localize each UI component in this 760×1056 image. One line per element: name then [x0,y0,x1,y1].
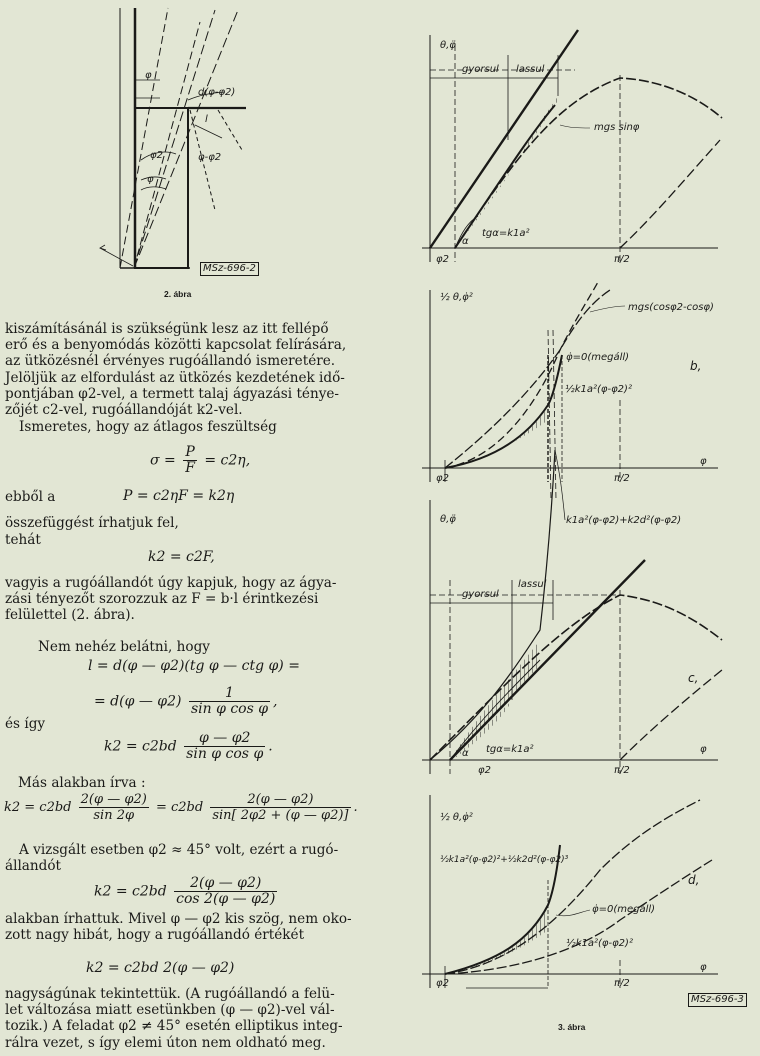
paragraph-8: Más alakban írva : [18,775,146,791]
panel-c-slope-label: tgα=k1a² [486,744,534,755]
fraction: $\frac{\varphi — \varphi 2}{\text{sin φ cos φ}}$ [186,730,264,762]
fig2-label-phi-2: φ [147,174,154,185]
equation-k2-6: k2 = c2bd 2(φ — φ2) [86,960,235,976]
paragraph-9 [5,842,338,874]
text-line: az ütközésnél érvényes rugóállandó ismeretére. [5,353,336,370]
paragraph-6: Nem nehéz belátni, hogy [38,639,210,655]
fraction: $\frac{P}{F}$ [185,444,195,476]
text-ebbol: ebből a [5,489,56,505]
panel-a-pi-half: π/2 [614,254,630,265]
panel-d-phi2: φ2 [436,978,449,989]
panel-a-y-axis: θ,φ̈ [440,40,456,51]
paragraph-2: Ismeretes, hogy az átlagos feszültség [19,419,277,435]
fig2-caption: 2. ábra [164,289,192,299]
text-line: let változása miatt esetünkben (φ — φ2)-vel vál- [5,1002,335,1019]
fraction: $\frac{2(\varphi — \varphi 2)}{\cos 2(\varphi — \varphi 2)}$ [176,875,276,907]
text-line: Jelöljük az elfordulást az ütközés kezdetének idő- [5,369,345,386]
text-line: állandót [5,858,62,875]
panel-b-curve2-label: ½k1a²(φ-φ2)² [565,384,632,395]
panel-b-phi2: φ2 [436,473,449,484]
fraction: $\frac{2(\varphi — \varphi 2)}{\sin 2\varphi}$ [80,792,147,823]
panel-d-curve-label: ½k1a²(φ-φ2)²+½k2d²(φ-φ2)³ [440,855,569,865]
equation-l2: = d(φ — φ2) $\frac{1}{\text{sin φ cos φ}}$ , [94,685,278,717]
fig2-label-phi2: φ2 [150,150,163,161]
panel-b-pi-half: π/2 [614,473,630,484]
text-line: A vizsgált esetben φ2 ≈ 45° volt, ezért a rugó- [19,842,339,858]
text-line: kiszámításánál is szükségünk lesz az itt fellépő [5,321,329,337]
paragraph-4: tehát [5,532,41,548]
text-line: nagyságúnak tekintettük. (A rugóállandó a felü- [5,986,335,1002]
fig2-label-dphi: d(φ-φ2) [198,87,236,98]
panel-d-pi-half: π/2 [614,978,630,989]
panel-a-curve-label: mgs sinφ [594,122,640,133]
panel-b-point-label: φ̇=0(megáll) [566,352,630,363]
paragraph-10 [5,911,352,943]
equation-k2-3: k2 = c2bd $\frac{\varphi — \varphi 2}{\text{sin φ cos φ}}$ . [104,730,273,762]
panel-b-curve-label: mgs(cosφ2-cosφ) [628,302,714,313]
text-line: felülettel (2. ábra). [5,607,135,624]
text-line: zási tényezőt szorozzuk az F = b·l érintkezési [5,591,319,608]
equation-k2: k2 = c2F, [148,549,215,565]
text-line: zőjét c2-vel, rugóállandóját k2-vel. [5,402,243,419]
panel-c-curve-label: k1a²(φ-φ2)+k2d²(φ-φ2) [566,515,682,526]
panel-a-alpha: α [462,236,469,247]
paragraph-5 [5,575,336,624]
paragraph-1 [5,321,346,418]
figure-2-diagram [100,8,246,268]
panel-c-y-axis: θ,φ̈ [440,514,456,525]
equation-k2-5: k2 = c2bd $\frac{2(\varphi — \varphi 2)}{\cos 2(\varphi — \varphi 2)}$ [94,875,276,907]
text-line: pontjában φ2-vel, a termett talaj ágyazási ténye- [5,385,340,402]
panel-d-y-axis: ½ θ,φ̇² [440,812,473,823]
panel-a-accelerates: gyorsul [462,64,499,75]
text-line: zott nagy hibát, hogy a rugóállandó értékét [5,927,305,944]
fig2-label-l: l [205,114,208,125]
panel-a-phi2: φ2 [436,254,449,265]
fig3-stamp: MSz-696-3 [688,993,747,1007]
panel-c-accelerates: gyorsul [462,589,499,600]
panel-c-alpha: α [462,748,469,759]
text-line: alakban írhattuk. Mivel φ — φ2 kis szög, nem oko- [5,911,352,927]
panel-c-x-axis: φ [700,744,707,755]
panel-d-id: d, [688,873,700,887]
paragraph-7: és így [5,716,46,732]
panel-c-phi2: φ2 [478,765,491,776]
equation-l: l = d(φ — φ2)(tg φ — ctg φ) = [88,658,300,674]
fraction: $\frac{1}{\text{sin φ cos φ}}$ [190,685,269,717]
text-line: vagyis a rugóállandót úgy kapjuk, hogy az ágya- [5,575,337,591]
eq-lhs: σ = [150,452,176,469]
panel-b-id: b, [690,359,702,373]
equation-k2-4: k2 = c2bd $\frac{2(\varphi — \varphi 2)}{\sin 2\varphi}$ = c2bd $\frac{2(\varphi — \varphi 2)}{\sin[ 2\varphi 2 + (\varphi — \varphi 2)]}$ . [4,792,358,823]
panel-d-curve2-label: ½k1a²(φ-φ2)² [566,938,633,949]
panel-c-id: c, [688,671,699,685]
paragraph-11 [5,986,343,1051]
panel-d-diagram [422,795,718,988]
paragraph-3: összefüggést írhatjuk fel, [5,515,179,531]
panel-d-x-axis: φ [700,962,707,973]
equation-p: P = c2ηF = k2η [123,488,235,504]
panel-d-point-label: φ̇=0(megáll) [592,904,656,915]
fig2-label-phi: φ [145,70,152,81]
panel-b-x-axis: φ [700,456,707,467]
panel-c-diagram [422,330,722,774]
panel-b-y-axis: ½ θ,φ̇² [440,292,473,303]
panel-c-pi-half: π/2 [614,765,630,776]
fraction: $\frac{2(\varphi — \varphi 2)}{\sin[ 2\varphi 2 + (\varphi — \varphi 2)]}$ [212,792,349,823]
eq-rhs: = c2η, [204,452,251,469]
fig2-label-phi-diff: φ-φ2 [198,152,222,163]
panel-a-slope-label: tgα=k1a² [482,228,530,239]
panel-a-decelerates: lassul [516,64,545,75]
text-line: tozik.) A feladat φ2 ≠ 45° esetén elliptikus integ- [5,1018,343,1035]
panel-c-decelerates: lassul [518,579,547,590]
fig3-caption: 3. ábra [558,1022,586,1032]
equation-sigma [150,445,250,476]
text-line: rálra vezet, s így elemi úton nem oldható meg. [5,1034,326,1051]
fig2-stamp: MSz-696-2 [200,262,259,276]
text-line: erő és a benyomódás közötti kapcsolat felírására, [5,337,347,354]
